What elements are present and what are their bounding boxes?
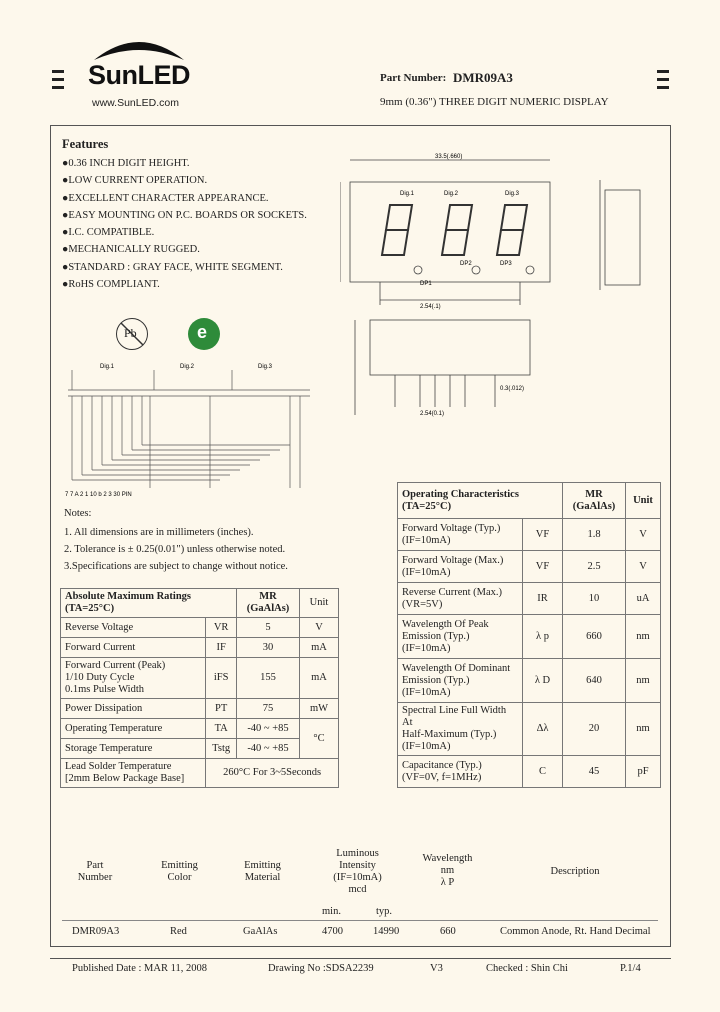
table-row <box>398 703 661 756</box>
side-view-drawing <box>340 315 540 420</box>
op-param: Capacitance (Typ.) <box>402 759 482 771</box>
abs-param: Storage Temperature <box>61 739 206 759</box>
dig3-label: Dig.3 <box>258 364 273 370</box>
dp1-label: DP1 <box>420 281 432 287</box>
sel-h-wave-3: λ P <box>440 877 455 888</box>
sel-mat: GaAlAs <box>243 926 278 937</box>
op-val: 10 <box>563 583 626 615</box>
feature-item: ●STANDARD : GRAY FACE, WHITE SEGMENT. <box>62 261 283 273</box>
version: V3 <box>430 963 443 974</box>
table-row <box>398 551 661 583</box>
sel-h-lum-2: Intensity <box>339 860 376 871</box>
drawing-number: Drawing No :SDSA2239 <box>268 963 374 974</box>
op-sym: λ p <box>523 615 563 659</box>
table-row <box>61 658 339 699</box>
abs-unit: mA <box>300 638 339 658</box>
op-param: Forward Voltage (Typ.) <box>402 522 501 534</box>
abs-sym: iFS <box>206 658 237 699</box>
side-dim-pitch: 0.3(.012) <box>500 386 525 392</box>
sel-h-color: Emitting <box>161 860 198 871</box>
sel-h-typ: typ. <box>376 906 393 917</box>
front-view-drawing <box>340 150 660 310</box>
abs-unit: mA <box>300 658 339 699</box>
op-unit: nm <box>626 659 661 703</box>
op-param-2: (IF=10mA) <box>402 566 451 578</box>
features-list <box>62 155 307 293</box>
abs-unit: °C <box>300 719 339 759</box>
note-item: 2. Tolerance is ± 0.25(0.01") unless otherwise noted. <box>64 544 286 555</box>
op-val: 45 <box>563 756 626 788</box>
pb-label: Pb <box>124 326 137 340</box>
op-cond: (TA=25°C) <box>402 500 452 512</box>
sel-desc: Common Anode, Rt. Hand Decimal <box>500 926 651 937</box>
sel-h-lum-3: (IF=10mA) <box>333 872 382 883</box>
abs-sym: Tstg <box>206 739 237 759</box>
side-dim-base: 2.54(0.1) <box>420 411 445 417</box>
feature-item: ●EXCELLENT CHARACTER APPEARANCE. <box>62 192 269 204</box>
op-val: 640 <box>563 659 626 703</box>
abs-title: Absolute Maximum Ratings <box>65 591 192 602</box>
op-sym: λ D <box>523 659 563 703</box>
op-sym: VF <box>523 519 563 551</box>
solder-param: Lead Solder Temperature <box>65 761 172 772</box>
abs-param: Forward Current (Peak) <box>65 660 166 671</box>
op-unit: V <box>626 551 661 583</box>
dp3-label: DP3 <box>500 261 512 267</box>
op-sym: C <box>523 756 563 788</box>
op-sym: IR <box>523 583 563 615</box>
op-param-3: (IF=10mA) <box>402 741 451 752</box>
dig3-top-label: Dig.3 <box>505 191 520 197</box>
op-param-2: Emission (Typ.) <box>402 630 470 642</box>
logo-arc <box>84 36 194 60</box>
sel-h-lum-4: mcd <box>348 884 367 895</box>
abs-col-unit: Unit <box>300 589 339 618</box>
abs-param: Reverse Voltage <box>61 618 206 638</box>
op-param-2: Half-Maximum (Typ.) <box>402 729 497 740</box>
sel-min: 4700 <box>322 926 343 937</box>
op-param-2: (VR=5V) <box>402 598 443 610</box>
left-marker-bars <box>52 70 64 94</box>
sel-h-wave: Wavelength <box>422 853 473 864</box>
sel-h-wave-2: nm <box>440 865 455 876</box>
op-param-3: (IF=10mA) <box>402 642 451 654</box>
table-row <box>398 583 661 615</box>
note-item: 1. All dimensions are in millimeters (inches). <box>64 527 254 538</box>
dig2-label: Dig.2 <box>180 364 195 370</box>
abs-param-3: 0.1ms Pulse Width <box>65 684 145 695</box>
sel-h-lum: Luminous <box>336 848 379 859</box>
sel-h-desc: Description <box>550 866 600 877</box>
pin-footer: 7 7 A 2 1 10 b 2 3 30 PIN <box>65 492 132 498</box>
sel-h-mat: Emitting <box>244 860 281 871</box>
abs-param: Forward Current <box>61 638 206 658</box>
op-param-2: (IF=10mA) <box>402 534 451 546</box>
op-unit: uA <box>626 583 661 615</box>
op-val: 20 <box>563 703 626 756</box>
op-col-mr: MR <box>585 488 603 500</box>
table-row <box>61 699 339 719</box>
abs-val: 155 <box>237 658 300 699</box>
abs-col-mat: (GaAlAs) <box>246 603 290 614</box>
selection-header-rule <box>62 920 658 921</box>
abs-param: Power Dissipation <box>61 699 206 719</box>
sel-part: DMR09A3 <box>72 926 120 937</box>
sel-h-color-2: Color <box>167 872 192 883</box>
op-val: 2.5 <box>563 551 626 583</box>
pb-free-icon <box>116 318 148 350</box>
subtitle: 9mm (0.36") THREE DIGIT NUMERIC DISPLAY <box>380 96 609 108</box>
rohs-e-icon <box>188 318 220 350</box>
op-param-2: (VF=0V, f=1MHz) <box>402 771 482 783</box>
sel-h-part: Part <box>86 860 104 871</box>
abs-val: 5 <box>237 618 300 638</box>
sel-h-mat-2: Material <box>244 872 281 883</box>
abs-cond: (TA=25°C) <box>65 603 115 614</box>
logo-text: SunLED <box>88 60 190 90</box>
op-param: Forward Voltage (Max.) <box>402 554 504 566</box>
sel-color: Red <box>170 926 187 937</box>
feature-item: ●LOW CURRENT OPERATION. <box>62 175 208 187</box>
abs-sym: TA <box>206 719 237 739</box>
abs-param: Operating Temperature <box>61 719 206 739</box>
op-sym: VF <box>523 551 563 583</box>
note-item: 3.Specifications are subject to change without notice. <box>64 561 288 572</box>
op-col-unit: Unit <box>626 483 661 519</box>
op-val: 1.8 <box>563 519 626 551</box>
sel-typ: 14990 <box>373 926 400 937</box>
op-col-mat: (GaAlAs) <box>572 500 616 512</box>
op-param: Spectral Line Full Width At <box>402 705 507 728</box>
feature-item: ●I.C. COMPATIBLE. <box>62 227 155 239</box>
sel-wave: 660 <box>440 926 456 937</box>
abs-val: 75 <box>237 699 300 719</box>
dim-pitch: 2.54(.1) <box>420 304 441 310</box>
notes-title: Notes: <box>64 508 92 519</box>
op-title: Operating Characteristics <box>402 488 519 500</box>
abs-max-table <box>60 588 339 788</box>
published-date: Published Date : MAR 11, 2008 <box>72 963 207 974</box>
feature-item: ●MECHANICALLY RUGGED. <box>62 244 200 256</box>
abs-val: 30 <box>237 638 300 658</box>
abs-sym: IF <box>206 638 237 658</box>
abs-col-mr: MR <box>259 591 277 602</box>
abs-unit: mW <box>300 699 339 719</box>
feature-item: ●RoHS COMPLIANT. <box>62 279 160 291</box>
website-link[interactable]: www.SunLED.com <box>92 97 179 109</box>
feature-item: ●EASY MOUNTING ON P.C. BOARDS OR SOCKETS. <box>62 209 307 221</box>
table-row <box>398 756 661 788</box>
table-row <box>398 519 661 551</box>
table-row <box>61 739 339 759</box>
sel-h-part-2: Number <box>77 872 113 883</box>
op-char-table <box>397 482 661 788</box>
abs-param-2: 1/10 Duty Cycle <box>65 672 135 683</box>
op-unit: nm <box>626 615 661 659</box>
part-number-label: Part Number: <box>380 72 447 84</box>
circuit-diagram <box>60 360 320 500</box>
table-row <box>61 759 339 788</box>
dig1-top-label: Dig.1 <box>400 191 415 197</box>
abs-sym: VR <box>206 618 237 638</box>
sel-h-min: min. <box>322 906 341 917</box>
abs-sym: PT <box>206 699 237 719</box>
e-label: e <box>197 322 208 342</box>
abs-unit: V <box>300 618 339 638</box>
op-val: 660 <box>563 615 626 659</box>
op-sym: Δλ <box>523 703 563 756</box>
right-marker-bars <box>657 70 669 94</box>
dim-top: 33.5(.660) <box>435 154 463 160</box>
solder-param-2: [2mm Below Package Base] <box>65 773 185 784</box>
dig2-top-label: Dig.2 <box>444 191 459 197</box>
footer-rule <box>50 958 671 959</box>
table-row <box>61 719 339 739</box>
table-row <box>61 638 339 658</box>
table-row <box>61 618 339 638</box>
part-number: DMR09A3 <box>453 70 513 85</box>
table-row <box>398 615 661 659</box>
op-unit: nm <box>626 703 661 756</box>
op-param: Wavelength Of Dominant <box>402 662 511 674</box>
feature-item: ●0.36 INCH DIGIT HEIGHT. <box>62 158 190 169</box>
abs-val: -40 ~ +85 <box>237 719 300 739</box>
dig1-label: Dig.1 <box>100 364 115 370</box>
op-param-3: (IF=10mA) <box>402 686 451 698</box>
op-param-2: Emission (Typ.) <box>402 674 470 686</box>
op-unit: V <box>626 519 661 551</box>
table-row <box>398 659 661 703</box>
op-unit: pF <box>626 756 661 788</box>
abs-val: -40 ~ +85 <box>237 739 300 759</box>
solder-val: 260°C For 3~5Seconds <box>206 759 339 788</box>
dp2-label: DP2 <box>460 261 472 267</box>
op-param: Wavelength Of Peak <box>402 618 489 630</box>
notes <box>64 505 288 575</box>
checked-by: Checked : Shin Chi <box>486 963 568 974</box>
page-number: P.1/4 <box>620 963 641 974</box>
features-title: Features <box>62 137 109 151</box>
op-param: Reverse Current (Max.) <box>402 586 503 598</box>
